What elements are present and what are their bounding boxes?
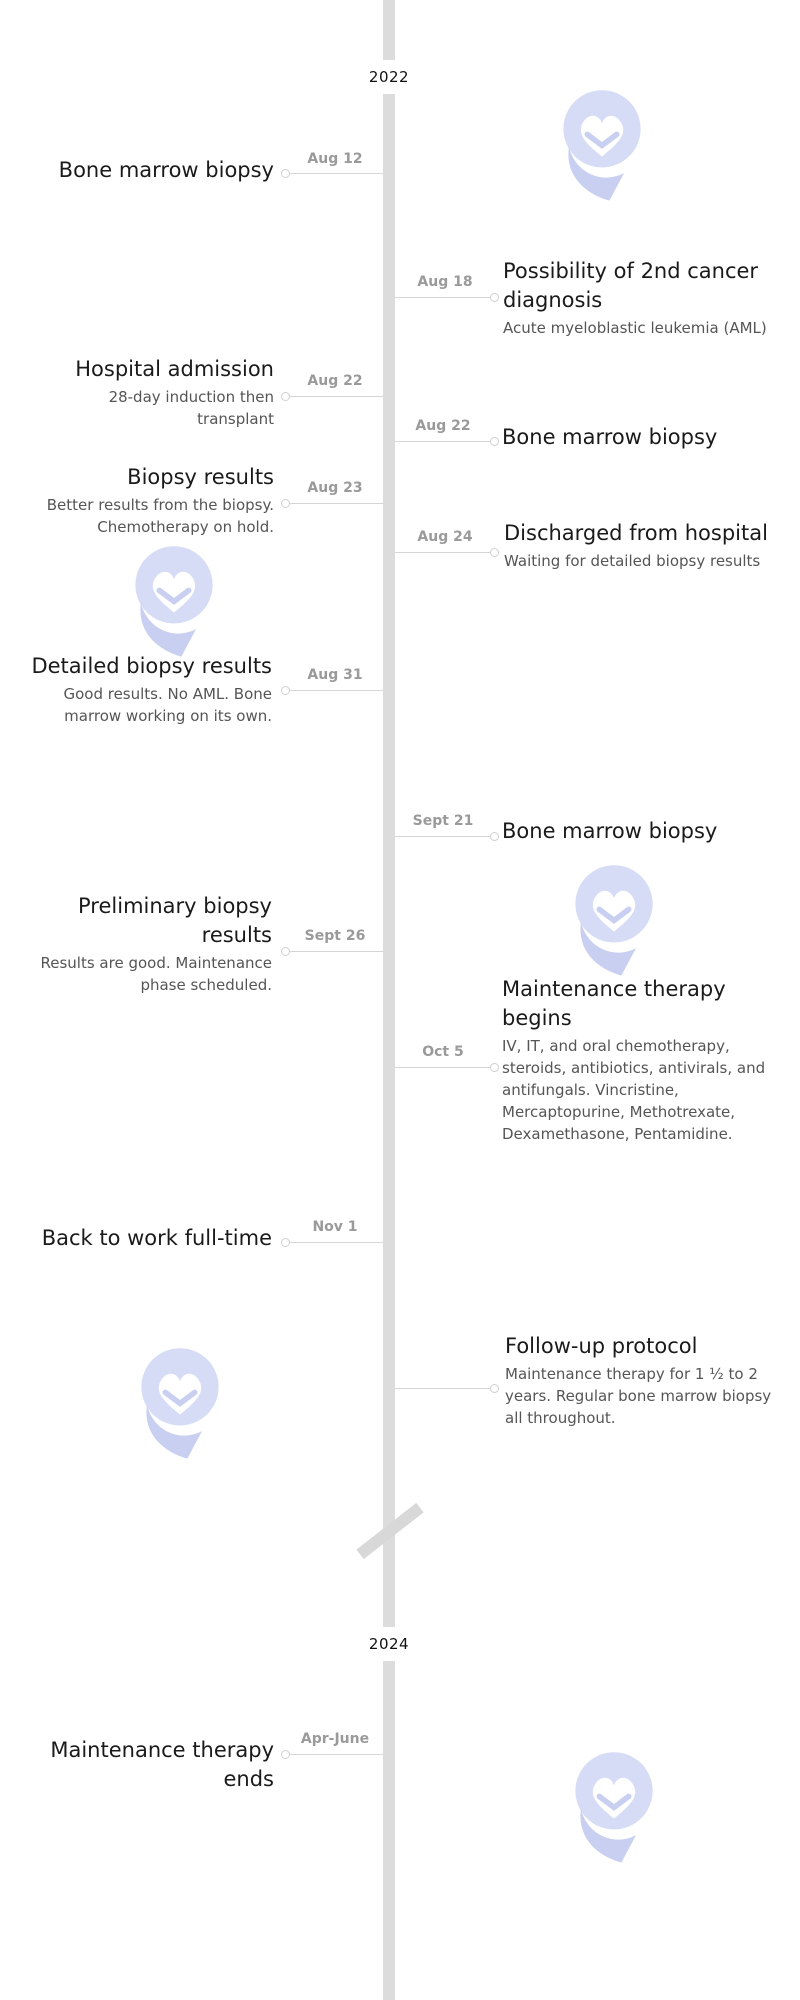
- event-title: Back to work full-time: [41, 1226, 272, 1250]
- event-connector: [287, 396, 383, 397]
- event-title: Maintenance therapy begins: [502, 977, 726, 1030]
- event-description: IV, IT, and oral chemotherapy, steroids, antibiotics, antivirals, and antifungals. Vincristine, Mercaptopurine, Methotrexate, Dexamethasone, Pentamidine.: [502, 1037, 766, 1143]
- event-title: Detailed biopsy results: [31, 654, 272, 678]
- timeline-event: [504, 519, 794, 572]
- year-label-2024: 2024: [355, 1627, 423, 1661]
- event-dot: [490, 437, 499, 446]
- event-dot: [490, 1384, 499, 1393]
- timeline-event: [502, 817, 792, 846]
- event-dot: [281, 392, 290, 401]
- event-dot: [490, 293, 499, 302]
- event-connector: [395, 441, 491, 442]
- event-title: Maintenance therapy ends: [50, 1738, 274, 1791]
- event-description: Acute myeloblastic leukemia (AML): [503, 319, 767, 337]
- event-description: 28-day induction then transplant: [108, 388, 274, 428]
- event-date: Sept 21: [412, 813, 474, 829]
- timeline-event: [22, 463, 274, 538]
- timeline-event: [60, 355, 274, 430]
- event-date: Aug 31: [307, 667, 363, 683]
- event-description: Better results from the biopsy. Chemotherapy on hold.: [46, 496, 274, 536]
- event-date: Aug 23: [307, 480, 363, 496]
- timeline-event: [505, 1332, 790, 1429]
- timeline-event: [30, 652, 272, 727]
- timeline-event: [22, 892, 272, 996]
- timeline-axis: [383, 0, 395, 2000]
- event-dot: [490, 832, 499, 841]
- event-title: Bone marrow biopsy: [502, 425, 718, 449]
- event-dot: [281, 947, 290, 956]
- heart-chat-logo-icon: [568, 1744, 660, 1869]
- event-title: Bone marrow biopsy: [502, 819, 718, 843]
- event-connector: [395, 1388, 491, 1389]
- event-connector: [287, 173, 383, 174]
- event-date: Aug 24: [417, 529, 473, 545]
- heart-chat-logo-icon: [556, 82, 648, 207]
- event-title: Follow-up protocol: [505, 1334, 698, 1358]
- event-date: Aug 18: [417, 274, 473, 290]
- timeline-event: [20, 156, 274, 185]
- event-description: Maintenance therapy for 1 ½ to 2 years. Regular bone marrow biopsy all throughout.: [505, 1365, 772, 1427]
- event-date: Oct 5: [422, 1044, 464, 1060]
- event-date: Aug 22: [415, 418, 471, 434]
- event-connector: [287, 951, 383, 952]
- event-title: Bone marrow biopsy: [58, 158, 274, 182]
- event-connector: [395, 836, 491, 837]
- event-title: Biopsy results: [127, 465, 274, 489]
- timeline-event: [20, 1224, 272, 1253]
- event-title: Hospital admission: [75, 357, 274, 381]
- event-dot: [281, 1238, 290, 1247]
- event-dot: [281, 169, 290, 178]
- event-title: Discharged from hospital: [504, 521, 768, 545]
- event-dot: [281, 499, 290, 508]
- event-connector: [395, 297, 491, 298]
- event-connector: [287, 503, 383, 504]
- event-dot: [281, 686, 290, 695]
- heart-chat-logo-icon: [134, 1340, 226, 1465]
- event-date: Aug 12: [307, 151, 363, 167]
- heart-chat-logo-icon: [568, 857, 660, 982]
- event-connector: [287, 690, 383, 691]
- event-connector: [395, 552, 491, 553]
- event-description: Good results. No AML. Bone marrow working on its own.: [63, 685, 272, 725]
- event-title: Possibility of 2nd cancer diagnosis: [503, 259, 759, 312]
- year-label-2022: 2022: [355, 60, 423, 94]
- event-description: Waiting for detailed biopsy results: [504, 552, 761, 570]
- event-date: Aug 22: [307, 373, 363, 389]
- event-connector: [395, 1067, 491, 1068]
- event-description: Results are good. Maintenance phase scheduled.: [40, 954, 272, 994]
- timeline-event: [502, 975, 780, 1145]
- timeline-event: [502, 423, 792, 452]
- event-connector: [287, 1754, 383, 1755]
- event-date: Nov 1: [312, 1219, 358, 1235]
- event-dot: [490, 548, 499, 557]
- heart-chat-logo-icon: [128, 538, 220, 663]
- event-dot: [281, 1750, 290, 1759]
- timeline-event: [503, 257, 793, 339]
- event-dot: [490, 1063, 499, 1072]
- event-date: Sept 26: [304, 928, 366, 944]
- timeline-event: [40, 1736, 274, 1794]
- event-title: Preliminary biopsy results: [78, 894, 272, 947]
- event-date: Apr-June: [300, 1731, 370, 1747]
- event-connector: [287, 1242, 383, 1243]
